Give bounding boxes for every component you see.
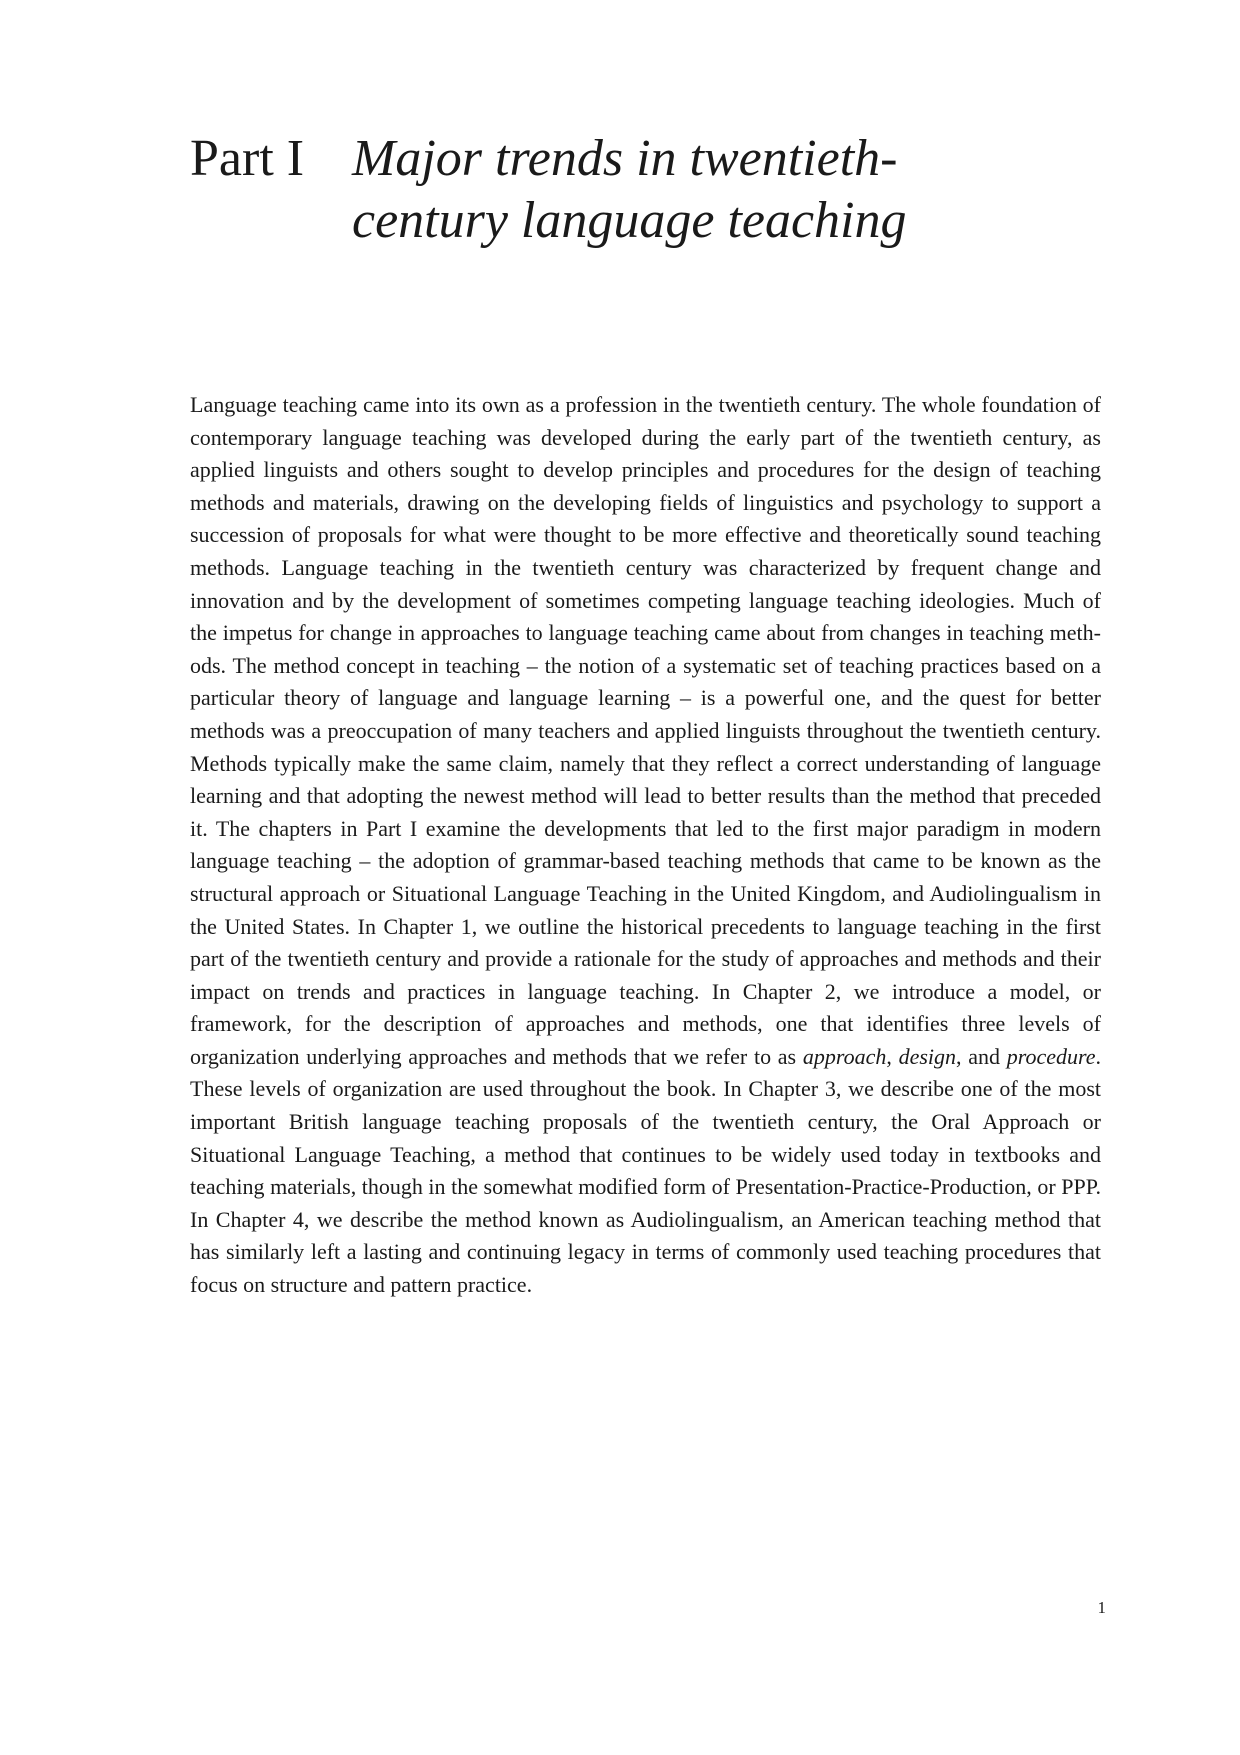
part-label: Part I xyxy=(190,130,305,187)
part-title: Major trends in twentieth-century language teaching xyxy=(352,130,907,249)
paragraph-text-end: . These levels of organization are used throughout the book. In Chapter 3, we describe one of the most important British language teaching proposals of the twentieth century, the Oral Approach or Situational Language Teaching, a method that continues to be widely used today in textbooks and teaching materials, though in the somewhat modified form of Presentation-Practice-Production, or PPP. In Chapter 4, we describe the method known as Audiolingualism, an American teaching method that has similarly left a lasting and continuing legacy in terms of commonly used teaching procedures that focus on structure and pattern practice. xyxy=(190,1043,1101,1298)
term-approach: approach xyxy=(802,1043,887,1069)
page-number: 1 xyxy=(1097,1598,1106,1617)
body-paragraph xyxy=(190,389,1101,1302)
term-separator: , xyxy=(886,1043,899,1069)
paragraph-text-start: Language teaching came into its own as a profession in the twentieth century. The whole foundation of contemporary language teaching was developed during the early part of the twentieth century, as applied linguists and others sought to develop principles and procedures for the design of teaching methods and materials, drawing on the developing fields of linguistics and psychology to support a succession of proposals for what were thought to be more effective and theoretically sound teaching methods. Language teaching in the twentieth century was characterized by frequent change and innovation and by the development of sometimes competing language teaching ideologies. Much of the impetus for change in approaches to language teaching came about from changes in teaching methods. The method concept in teaching – the notion of a systematic set of teaching practices based on a particular theory of language and language learning – is a powerful one, and the quest for better methods was a preoccupation of many teachers and applied linguists throughout the twentieth century. Methods typically make the same claim, namely that they reflect a correct understanding of language learning and that adopting the newest method will lead to better results than the method that preceded it. The chapters in Part I examine the developments that led to the first major paradigm in modern language teaching – the adoption of grammar-based teaching methods that came to be known as the structural approach or Situational Language Teaching in the United Kingdom, and Audiolingualism in the United States. In Chapter 1, we outline the historical precedents to language teaching in the first part of the twentieth century and provide a rationale for the study of approaches and methods and their impact on trends and practices in language teaching. In Chapter 2, we introduce a model, or framework, for the description of approaches and methods, one that identifies three levels of organization underlying approaches and methods that we refer to as xyxy=(190,392,1101,1069)
term-separator: , and xyxy=(956,1043,1007,1069)
part-heading xyxy=(190,128,1070,252)
term-procedure: procedure xyxy=(1006,1043,1096,1069)
term-design: design xyxy=(898,1043,957,1069)
